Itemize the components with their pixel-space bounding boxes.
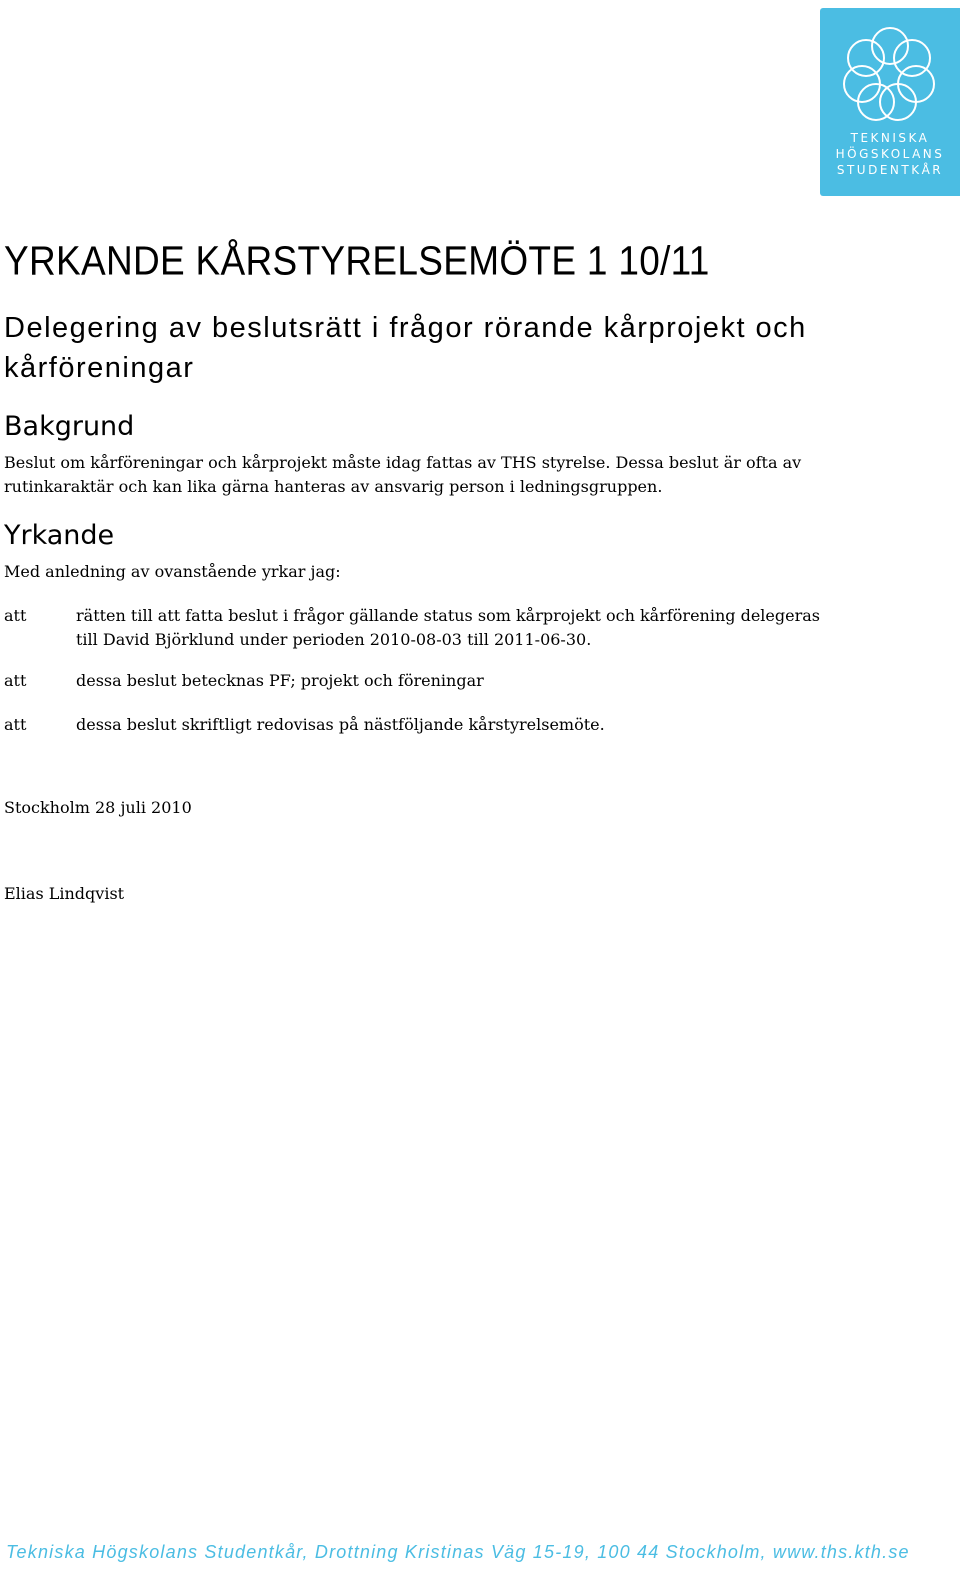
document-subtitle: Delegering av beslutsrätt i frågor rörande kårprojekt och kårföreningar xyxy=(4,312,807,384)
logo-line-2: HÖGSKOLANS xyxy=(835,147,945,161)
background-heading: Bakgrund xyxy=(4,411,135,442)
background-paragraph: Beslut om kårföreningar och kårprojekt måste idag fattas av THS styrelse. Dessa beslut är ofta av rutinkaraktär och kan lika gärna hanteras av ansvarig person i ledningsgruppen. xyxy=(4,453,802,496)
motion-intro: Med anledning av ovanstående yrkar jag: xyxy=(4,562,341,581)
motion-text: rätten till att fatta beslut i frågor gällande status som kårprojekt och kårförening delegeras till David Björklund under perioden 2010-08-03 till 2011-06-30. xyxy=(76,606,820,649)
logo-wordmark xyxy=(820,130,960,178)
signature-name: Elias Lindqvist xyxy=(4,884,125,903)
ths-logo xyxy=(820,8,960,196)
motion-text: dessa beslut skriftligt redovisas på nästföljande kårstyrelsemöte. xyxy=(76,715,605,734)
interlocking-rings-logo-icon xyxy=(836,22,944,126)
motion-text: dessa beslut betecknas PF; projekt och föreningar xyxy=(76,671,484,690)
motion-prefix: att xyxy=(4,606,27,625)
motion-prefix: att xyxy=(4,671,27,690)
footer-address: Tekniska Högskolans Studentkår, Drottning Kristinas Väg 15-19, 100 44 Stockholm, www.ths.kth.se xyxy=(6,1542,910,1562)
place-and-date: Stockholm 28 juli 2010 xyxy=(4,798,192,817)
logo-line-3: STUDENTKÅR xyxy=(836,163,944,177)
motion-heading: Yrkande xyxy=(4,520,115,551)
document-title: YRKANDE KÅRSTYRELSEMÖTE 1 10/11 xyxy=(4,238,710,284)
logo-line-1: TEKNISKA xyxy=(850,131,930,145)
motion-prefix: att xyxy=(4,715,27,734)
